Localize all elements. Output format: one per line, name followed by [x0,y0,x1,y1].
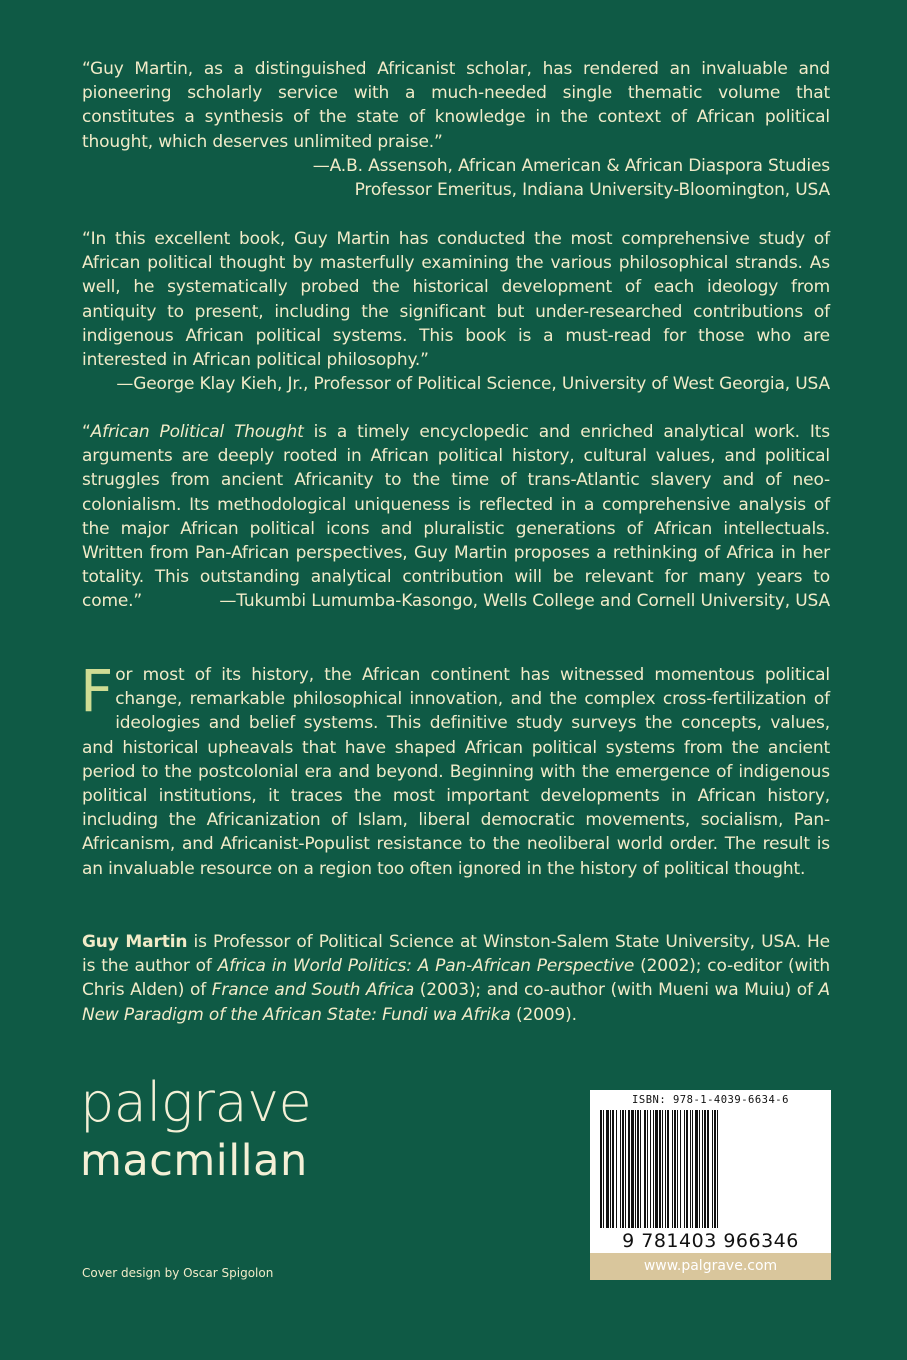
author-name: Guy Martin [82,932,188,952]
barcode-bars [600,1110,824,1228]
publisher-logo-line2: macmillan [80,1136,308,1186]
bio-book-title: Africa in World Politics: A Pan-African Perspective [217,956,635,977]
endorsement-attribution-3 [82,589,830,613]
attribution-line: —Tukumbi Lumumba-Kasongo, Wells College and Cornell University, USA [219,591,830,611]
cover-design-credit: Cover design by Oscar Spigolon [82,1266,274,1280]
book-title: African Political Thought [90,422,304,442]
bio-text: (2003); and co-author (with Mueni wa Muiu) of [414,980,819,1001]
bio-text: (2009). [510,1004,577,1025]
isbn-label: ISBN: 978-1-4039-6634-6 [632,1094,789,1106]
endorsement-quote-3 [82,420,830,614]
endorsement-quote-2: “In this excellent book, Guy Martin has conducted the most comprehensive study of African political thought by masterfully examining the various philosophical strands. As well, he systematically probed the historical development of each ideology from antiquity to present, including the significant but under-researched contributions of indigenous African political systems. This book is a must-read for those who are interested in African political philosophy.” [82,229,830,371]
endorsement-quote-1: “Guy Martin, as a distinguished Africanist scholar, has rendered an invaluable and pioneering scholarly service with a much-needed single thematic volume that constitutes a synthesis of the state of knowledge in the context of African political thought, which deserves unlimited praise.” [82,59,830,152]
bio-text: is Professor of Political Science at Winston-Salem State University, USA. He is the author of [82,932,830,977]
quote-rest: is a timely encyclopedic and enriched analytical work. Its arguments are deeply rooted in African political history, cultural values, and political struggles from ancient Africanity to the time of trans-Atlantic slavery and of neo-colonialism. Its methodological uniqueness is reflected in a comprehensive analysis of the major African political icons and pluralistic generations of African intellectuals. Written from Pan-African perspectives, Guy Martin proposes a rethinking of Africa in her totality. This outstanding analytical contribution will be relevant for many years to come.” [82,422,830,612]
publisher-website: www.palgrave.com [590,1253,831,1280]
description-text: or most of its history, the African continent has witnessed momentous political change, remarkable philosophical innovation, and the complex cross-fertilization of ideologies and belief systems. This definitive study surveys the concepts, values, and historical upheavals that have shaped African political systems from the ancient period to the postcolonial era and beyond. Beginning with the emergence of indigenous political institutions, it traces the most important developments in African history, including the Africanization of Islam, liberal democratic movements, socialism, Pan-Africanism, and Africanist-Populist resistance to the neoliberal world order. The result is an invaluable resource on a region too often ignored in the history of political thought. [82,665,830,879]
author-bio [82,930,830,1027]
isbn-barcode [590,1090,831,1258]
barcode-number: 9 781403 966346 [590,1230,831,1252]
book-description [80,657,830,881]
quote-open: “ [82,422,91,442]
bio-book-title: A New Paradigm of the African State: Fundi wa Afrika [82,980,831,1025]
publisher-logo-line1: palgrave [80,1071,312,1134]
attribution-line: Professor Emeritus, Indiana University-Bloomington, USA [354,180,830,201]
barcode-bar [718,1110,720,1228]
attribution-line: —George Klay Kieh, Jr., Professor of Political Science, University of West Georgia, USA [116,374,830,394]
publisher-logo [80,1072,380,1188]
bio-book-title: France and South Africa [211,980,415,1001]
endorsement-attribution-2 [82,372,830,396]
bio-text: (2002); co-editor (with Chris Alden) of [82,956,830,1001]
attribution-line: —A.B. Assensoh, African American & African Diaspora Studies [312,156,830,176]
endorsement-attribution-1 [82,154,830,202]
drop-cap: F [80,657,114,725]
